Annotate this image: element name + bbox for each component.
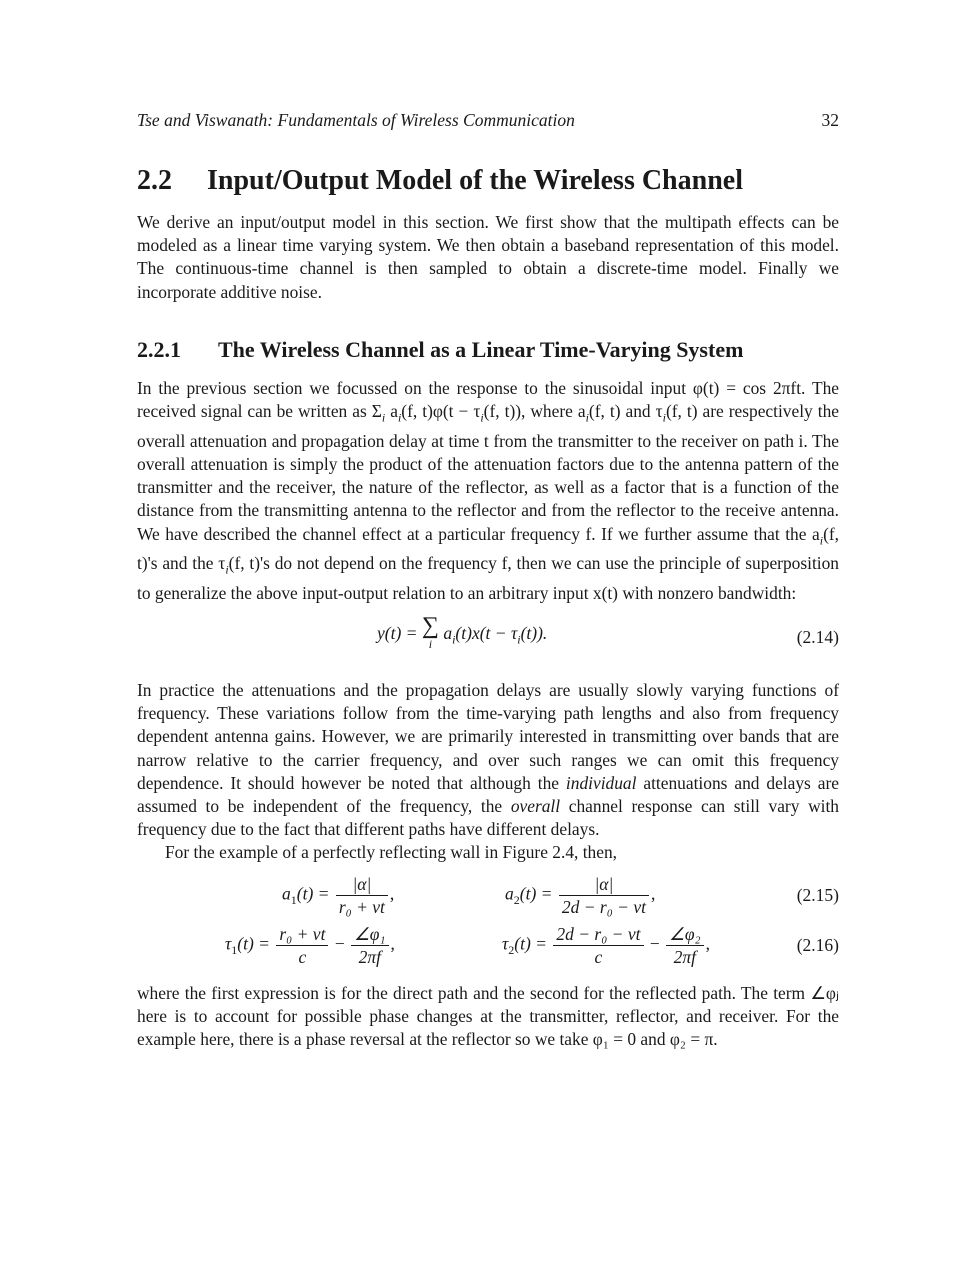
text-run: i	[480, 410, 484, 425]
fraction	[553, 923, 643, 968]
fraction	[276, 923, 328, 968]
section-intro: We derive an input/output model in this section. We first show that the multipath effects can be modeled as a linear time varying system. We then obtain a baseband representation of this model. The continuous-time channel is then sampled to obtain a discrete-time model. Finally we incorporate additive noise.	[137, 212, 839, 302]
denominator: r₀ + vt	[338, 896, 385, 917]
denominator: 2πf	[673, 946, 697, 967]
equation-2-16	[137, 923, 839, 973]
equation-rhs: (t)x(t − τ	[455, 623, 518, 644]
equation-body	[377, 613, 548, 653]
equation-lhs: a	[505, 883, 514, 904]
denominator: 2πf	[358, 946, 381, 967]
equation-number: (2.15)	[796, 884, 839, 905]
numerator: ∠φ₁	[351, 923, 388, 946]
equation-lhs: y(t) =	[377, 623, 422, 644]
text-run: i	[397, 410, 402, 425]
equation-sub: i	[452, 632, 456, 647]
numerator: r₀ + vt	[276, 923, 328, 946]
equation-lhs: a	[282, 883, 291, 904]
subsection-title: The Wireless Channel as a Linear Time-Varying System	[218, 336, 744, 362]
equation-sub: 1	[290, 892, 297, 907]
equation-lhs: (t) =	[296, 883, 334, 904]
sum-sigma: ∑	[421, 613, 439, 640]
denominator: 2d − r₀ − vt	[561, 896, 646, 917]
equation-2-15	[137, 873, 839, 923]
sum-index: i	[428, 637, 433, 652]
equation-left: $\tau_1(t)$ = $\frac{\text{r₀ + vt}}{c}$ − $\frac{\text{∠φ₁}}{2\pi f}$ ,	[225, 923, 395, 967]
equation-rhs: (t)).	[520, 623, 548, 644]
text-run: (f, t)'s do not depend on the frequency f, then we can use the principle of superposition to generalize the above input-output relation to an arbitrary input x(t) with nonzero bandwidth:	[137, 553, 839, 603]
numerator: |α|	[336, 873, 388, 896]
equation-sub: 2	[508, 942, 515, 957]
text-run: In practice the attenuations and the propagation delays are usually slowly varying functions of frequency. These variations follow from the time-varying path lengths and also from frequency dependent antenna gains. However, we are primarily interested in transmitting over bands that are narrow relative to the carrier frequency, and over such ranges we can omit this frequency dependence. It should however be noted that although the	[137, 680, 839, 793]
emphasis-overall: overall	[510, 796, 561, 817]
numerator: |α|	[559, 873, 649, 896]
subsection-heading	[137, 336, 839, 364]
text-run: (f, t) and τ	[588, 401, 663, 422]
equation-number: (2.14)	[796, 627, 839, 648]
text-run: i	[662, 410, 666, 425]
running-header	[137, 110, 839, 138]
page-number: 32	[821, 110, 839, 130]
text-run: i	[225, 562, 229, 577]
equation-2-14	[137, 613, 839, 661]
fraction	[336, 873, 388, 918]
text-run: (f, t)'s and the τ	[137, 523, 839, 574]
equation-rhs: a	[443, 623, 453, 644]
sum-symbol	[421, 613, 439, 653]
text-run: i	[819, 532, 824, 547]
text-run: i	[585, 410, 589, 425]
equation-lhs: (t) =	[237, 933, 275, 954]
text-run: (f, t)φ(t − τ	[401, 401, 481, 422]
text-run: (f, t) are respectively the overall attenuation and propagation delay at time t from the transmitter to the receiver on path i. The overall attenuation is simply the product of the attenuation factors due to the antenna pattern of the transmitter and the receiver, the nature of the reflector, as well as a factor that is a function of the distance from the transmitting antenna to the reflector and from the reflector to the receive antenna. We have described the channel effect at a particular frequency f. If we further assume that the a	[137, 401, 839, 544]
numerator: 2d − r₀ − vt	[553, 923, 643, 946]
section-heading	[137, 164, 839, 198]
fraction	[666, 923, 703, 968]
equation-lhs: τ	[225, 933, 232, 954]
equation-sub: i	[517, 632, 521, 647]
paragraph-channel-model	[137, 377, 839, 605]
equation-lhs: τ	[502, 933, 509, 954]
numerator: ∠φ₂	[666, 923, 703, 946]
equation-number: (2.16)	[796, 934, 839, 955]
section-title: Input/Output Model of the Wireless Channel	[207, 165, 743, 196]
text-run: i	[381, 410, 386, 425]
running-title: Tse and Viswanath: Fundamentals of Wireless Communication	[137, 110, 575, 130]
equation-lhs: (t) =	[519, 883, 557, 904]
equation-lhs: (t) =	[514, 933, 552, 954]
equation-right: $a_2(t)$ = $\frac{|\alpha|}{\text{2d − r₀ − vt}}$ ,	[505, 873, 656, 917]
text-run: In the previous section we focussed on the response to the sinusoidal input φ(t) = cos 2πft. The received signal can be written as Σ	[137, 377, 839, 422]
denominator: c	[298, 946, 307, 967]
text-run: attenuations and delays are assumed to be independent of the frequency, the	[137, 772, 839, 817]
denominator: c	[594, 946, 603, 967]
equation-left: $a_1(t)$ = $\frac{|\alpha|}{\text{r₀ + vt}}$ ,	[282, 873, 395, 917]
text-run: (f, t)), where a	[483, 401, 586, 422]
fraction	[351, 923, 388, 968]
emphasis-individual: individual	[565, 772, 637, 793]
page	[137, 110, 839, 1051]
paragraph-phase: where the first expression is for the direct path and the second for the reflected path. The term ∠φⱼ here is to account for possible phase changes at the transmitter, reflector, and receiver. For the example here, there is a phase reversal at the reflector so we take φ₁ = 0 and φ₂ = π.	[137, 982, 839, 1050]
paragraph-frequency	[137, 679, 839, 841]
equation-right: $\tau_2(t)$ = $\frac{\text{2d − r₀ − vt}}{c}$ − $\frac{\text{∠φ₂}}{2\pi f}$ ,	[502, 923, 710, 967]
section-number: 2.2	[137, 165, 172, 196]
equation-sub: 1	[231, 942, 238, 957]
text-run: channel response can still vary with frequency due to the fact that different paths have different delays.	[137, 796, 839, 840]
subsection-number: 2.2.1	[137, 336, 181, 362]
fraction	[559, 873, 649, 918]
equation-sub: 2	[513, 892, 520, 907]
paragraph-example: For the example of a perfectly reflecting wall in Figure 2.4, then,	[165, 842, 618, 863]
text-run: a	[385, 401, 398, 422]
